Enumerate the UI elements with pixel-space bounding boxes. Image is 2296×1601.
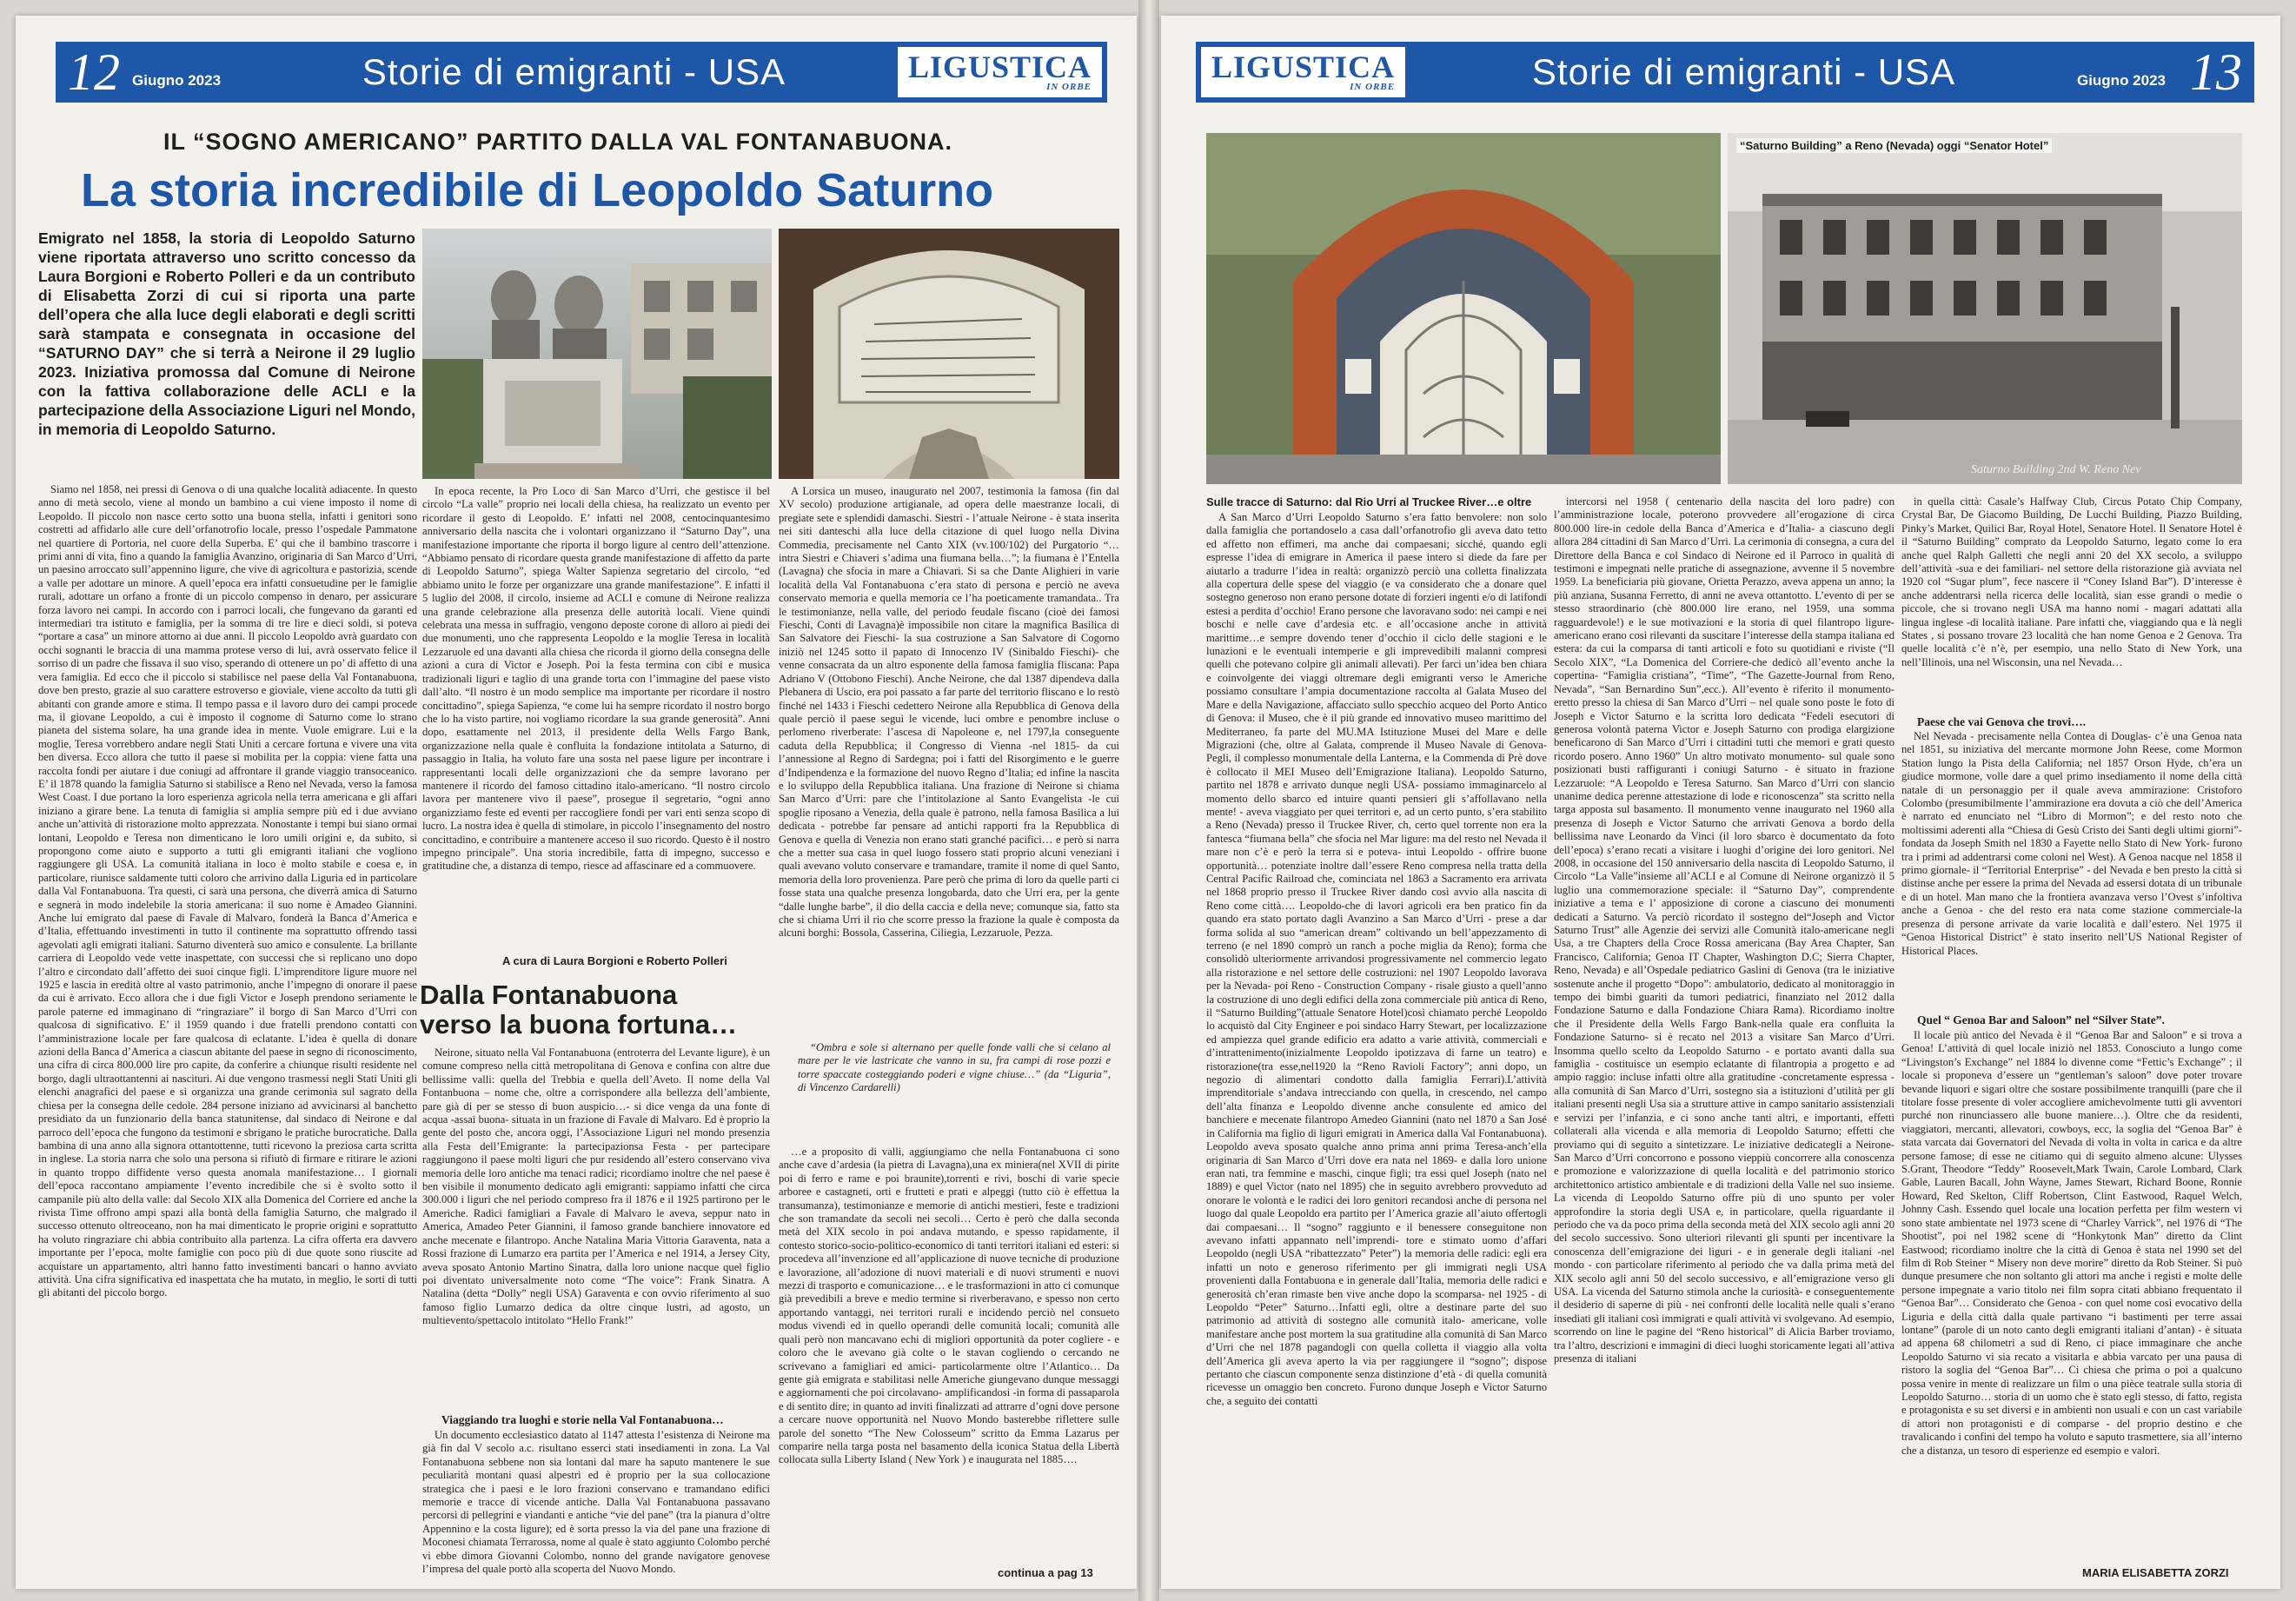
right-col-3	[1901, 495, 2242, 713]
right-col-3-text: in quella città: Casale’s Halfway Club, Circus Potato Chip Company, Crystal Bar, De Giacomo Building, De Lucchi Building, Piazzo Building, Pinky’s Market, Quilici Bar, Royal Hotel, Senatore Hotel. Il Senatore Hotel è il “Saturno Building” comprato da Leopoldo Saturno, legato come lo era anche quel Ralph Galletti che negli anni 20 del XX secolo, a sviluppo dell’attività -sua e dei familiari- nel settore della ristorazione già avviata nel 1920 col “Sugar plum”, fece nascere il “Coney Island Bar”). D’interesse è anche addentrarsi nella ricerca delle località, sian esse grandi o medie o piccole, che si trovano negli USA ma hanno nomi - magari adattati alla lingua inglese -di località italiane. Pare infatti che, viaggiando qua e là negli States , si possano trovare 23 località che han nome Genoa e 2 Genova. Tra quelle località c’è n’è, per esempio, una nello Stato di New York, una nell’Illinois, una nel Wisconsin, una nel Nevada…	[1901, 495, 2242, 668]
church-monument-image	[1206, 133, 1721, 484]
genoa-subheading: Paese che vai Genova che trovi….	[1917, 715, 2086, 728]
saturno-building-photo	[1728, 133, 2242, 484]
photo-caption: Sulle tracce di Saturno: dal Rio Urri al Truckee River…e oltre	[1206, 495, 1532, 508]
busts-monument-image	[422, 229, 772, 479]
church-monument-photo	[1206, 133, 1721, 484]
gens-ligustica-logo-right	[1201, 47, 1405, 97]
left-col-2-text: In epoca recente, la Pro Loco di San Marco d’Urri, che gestisce il bel circolo “La valle” proprio nei locali della chiesa, ha realizzato un evento per ricordare il gesto di Leopoldo. E’ infatti nel 2008, centocinquantesimo anniversario della nascita che i volontari organizzano il “Saturno Day”, una manifestazione importante che riporta il borgo ligure al centro dell’attenzione. “Abbiamo pensato di ricordare questa grande manifestazione di affetto da parte di Leopoldo Saturno”, spiega Walter Sapienza segretario del circolo, “ed abbiamo unito le forze per organizzare una grande manifestazione”. E infatti il 5 luglio del 2008, il circolo, insieme ad ACLI e comune di Neirone realizza una grande celebrazione alla presenza delle autorità locali. Viene quindi celebrata una messa in suffragio, vengono deposte corone di alloro ai piedi dei due monumenti, uno che rappresenta Leopoldo e la moglie Teresa in località Lezzaruole ed una davanti alla chiesa che ricorda il giorno della consegna delle azioni a cura di Victor e Joseph. Poi la festa termina con cibi e musica tradizionali liguri e taglio di una grande torta con l’immagine del paese visto dall’alto. “Il nostro è un modo semplice ma importante per ricordare il nostro concittadino”, spiega Sapienza, “e come lui ha sempre ricordato il nostro borgo che lo ha visto partire, noi vogliamo ricordare la sua grande generosità”. Anni dopo, esattamente nel 2013, il presidente della Wells Fargo Bank, organizzazione nella quale è confluita la fondazione intitolata a Saturno, di passaggio in Italia, ha voluto fare una sosta nel paese ligure per incontrare i rappresentanti locali delle organizzazioni che da sempre lavorano per mantenere il ricordo del famoso cittadino italo-americano. “Il nostro circolo lavora per mantenere vivo il paese”, prosegue il segretario, “ogni anno organizziamo feste ed eventi per raccogliere fondi per vari enti senza scopo di lucro. La nostra idea è quella di stimolare, in piccolo l’insegnamento del nostro concittadino, e contribuire a mantenere acceso il suo ricordo. Questo è il nostro impegno principale”. Una storia incredibile, fatta di impegno, successo e gratitudine che, a distanza di tempo, riesce ad affascinare ed a commuovere.	[422, 485, 770, 873]
poem-text: “Ombra e sole si alternano per quelle fonde valli che si celano al mare per le vie lastricate che vanno in su, fra campi di rose pozzi e torre spaccate costeggiando poderi e vigne chiuse…” (da “Liguria”, di Vincenzo Cardarelli)	[798, 1041, 1111, 1094]
page-number-right: 13	[2190, 43, 2242, 101]
section-title: Storie di emigranti - USA	[362, 51, 786, 92]
left-page	[16, 16, 1137, 1589]
left-header-banner	[56, 42, 1107, 103]
page-number: 12	[68, 43, 120, 101]
gens-ligustica-logo	[898, 47, 1102, 97]
saturno-building-image	[1728, 133, 2242, 484]
left-col-2b	[422, 1046, 770, 1410]
left-col-3b-text: …e a proposito di valli, aggiungiamo che nella Fontanabuona ci sono anche cave d’ardesia (la pietra di Lavagna),una ex miniera(nel XVII di pirite poi di ferro e rame e poi braunite),torrenti e rivi, boschi di varie specie arboree e castagneti, orti e frutteti e prati e alpeggi (tutto ciò è effettua la transumanza), testimonianze e memorie di antichi mestieri, feste e tradizioni che son tramandate da secoli nei secoli… Certo è però che dalla seconda metà del XIX secolo in poi andava mutando, e spesso rapidamente, il contesto storico-socio-politico-economico di tanti territori italiani ed esteri: si procedeva all’invenzione ed all’applicazione di nuove tecniche di produzione e lavorazione, all’adozione di nuovi materiali e di nuovi strumenti e nuovi mezzi di trasporto e comunicazione… e le trasformazioni in atto ci comunque già prevedibili a breve e medio termine si riverberavano, e spesso non certo apportando vantaggi, nei territori rurali e incidendo perciò nel consueto modus vivendi ed in quello operandi delle comunità locali; comunità alle quali però non mancavano echi di migliori opportunità da poter cogliere - e coloro che le avevano già colte o le stavan cogliendo o cercando ne scrivevano a famigliari ed amici- particolarmente oltre l’Atlantico… Da gente già emigrata e stabilitasi nelle Americhe giungevano dunque messaggi e aggiornamenti che poi circolavano- amplificandosi -in forma di passaparola e di sentito dire; in quanto ad inviti finalizzati ad attrarre d’ogni dove persone a cercare nuove opportunità nel Nuovo Mondo basterebbe riflettere sulle parole del sonetto “The New Colosseum” scritto da Emma Lazarus per comparire nella targa posta nel basamento della iconica Statua della Libertà collocata sulla Liberty Island ( New York ) e inaugurata nel 1885….	[779, 1146, 1119, 1466]
issue-date-right: Giugno 2023	[2076, 72, 2166, 89]
right-col-3c	[1901, 1029, 2242, 1561]
section-subheading: Dalla Fontanabuona verso la buona fortuna…	[420, 980, 738, 1040]
article-headline: La storia incredibile di Leopoldo Saturno	[81, 164, 994, 216]
photo-label: “Saturno Building” a Reno (Nevada) oggi “Senator Hotel”	[1736, 138, 2052, 153]
right-col-2-text: intercorsi nel 1958 ( centenario della nascita del loro padre) con l’amministrazione locale, poterono provvedere all’erogazione di circa 800.000 lire-in cedole della Banca d’America e d’Italia- a ciascuno degli allora 284 cittadini di San Marco d’Urri. La cerimonia di consegna, a cura del Direttore della Banca e col Sindaco di Neirone ed il Parroco in qualità di testimoni e impegnati nelle pratiche di assegnazione, avvenne il 5 novembre 1959. La beneficiaria più giovane, Orietta Perazzo, aveva appena un anno; la più anziana, Susanna Ferretto, di anni ne aveva ottantotto. L’evento di per se stesso straordinario (chè 800.000 lire erano, nel 1959, una somma ragguardevole!) e le sue motivazioni e la storia di quel filantropo ligure-americano erano così rilevanti da suscitare l’interesse della stampa italiana ed estera: da cui la comparsa di tanti articoli e foto su quotidiani e riviste (“Il Secolo XIX”, “La Domenica del Corriere-che dedicò all’evento anche la copertina- “Famiglia cristiana”, “Time”, “The Gazette-Journal from Reno, Nevada”, “San Bernardino Sun”,ecc.). All’evento è riferito il monumento- eretto presso la chiesa di San Marco d’Urri – nel quale sono poste le foto di Joseph e Victor Saturno e la scritta loro dedicata “Fedeli esecutori di generosa volontà paterna Victor e Joseph Saturno con prodiga elargizione beneficarono di San Marco d’Urri i cittadini tutti che memori e grati questo ricordo posero. Anno 1960” Un altro motivato monumento- sul quale sono posizionati busti raffiguranti i coniugi Saturno - è situato in frazione Lezzaruole: “A Leopoldo e Teresa Saturno. San Marco d’Urri con slancio unanime dedica perenne attestazione di lode e riconoscenza” sta scritto nella targa apposta sul basamento. Il monumento venne inaugurato nel 1960 alla presenza di Joseph e Victor Saturno che arrivati Genova a bordo della bellissima nave Leonardo da Vinci (il loro sbarco è documentato da foto dell’epoca) s’erano recati a visitare i luoghi d’origine dei loro genitori. Nel 2008, in occasione del 150 anniversario della nascita di Leopoldo Saturno, il Circolo “La Valle”insieme all’ACLI e al Comune di Neirone organizzò il 5 luglio una commemorazione speciale: il “Saturno Day”, comprendente iniziative a tema e l’ apposizione di corone a ciascuno dei monumenti dedicati a Saturno. Va perciò ricordato il sostegno del“Joseph and Victor Saturno Trust” alle Agenzie dei servizi alle Comunità italo-americane negli Usa, a tre Chapters della Croce Rossa americana (Bay Area Chapter, San Francisco, California; Genoa IT Chapter, Washington D.C; Sierra Chapter, Reno, Nevada) e all’Ospedale pediatrico Gaslini di Genova (tra le iniziative sostenute anche il progetto “Dopo”: ambulatorio, dedicato al monitoraggio in tempo dei bimbi guariti da tumori pediatrici, finanziato nel 2012 dalla Fondazione Saturno e dalla Fondazione Chiara Rama). Ricordiamo inoltre che il Presidente della Wells Fargo Bank-nella quale era confluita la Fondazione Saturno- si è recato nel 2013 a visitare San Marco d’Urri. Insomma quello scelto da Leopoldo Saturno - e portato avanti dalla sua famiglia - costituisce un esempio eclatante di filantropia a progetto e ad ampio raggio: incluse infatti oltre alla gratitudine -concretamente espressa -alla comunità di San Marco d’Urri, sostegno sia a istituzioni d’utilità per gli italiani presenti negli Usa sia a strutture attive in campo sanitario assistenziali e servizi per l’infanzia, e ci sono anche tanti altri, e importanti, effetti collaterali alla vicenda e alla memoria di Leopoldo Saturno; effetti che proviamo qui di seguito a sintetizzare. Le iniziative dedicategli a Neirone-San Marco d’Urri concorrono e possono vieppiù concorrere alla conoscenza e promozione e valorizzazione di quella località e del patrimonio storico architettonico artistico ambientale e di tradizioni della Valle nel suo insieme. La vicenda di Leopoldo Saturno offre più di uno spunto per voler approfondire la storia degli USA e, in particolare, quella riguardante il periodo che va da poco prima della seconda metà del XIX secolo agli anni 20 del secolo successivo. Sono ulteriori rilevanti gli spunti per incentivare la conoscenza dell’emigrazione dei liguri - e in generale degli italiani -nel mondo - con particolare riferimento al periodo che va dalla prima metà del XIX secolo agli anni 50 del secolo successivo, e all’emigrazione verso gli USA. La vicenda del Saturno stimola anche la curiosità- e conseguentemente il desiderio di saperne di più - nei confronti delle località nelle quali s’erano insediati gli italiani così immigrati e quali attività vi svolgevano. Ad esempio, scorrendo on line le pagine del “Reno historical” di Alicia Barber troviamo, tra l’altro, descrizioni e immagini di dieci luoghi storicamente legati all’attiva presenza di italiani	[1554, 495, 1895, 1365]
article-byline: A cura di Laura Borgioni e Roberto Polleri	[502, 954, 727, 967]
right-col-1-text: A San Marco d’Urri Leopoldo Saturno s’era fatto benvolere: non solo dalla famiglia che portandoselo a casa dall’orfanotrofio gli aveva dato tetto ed affetto non effimeri, ma anche dai compaesani; sicché, quando egli espresse l’idea di emigrare in America il paese intero si diede da fare per aiutarlo a tradurre l’idea in realtà: organizzò perciò una colletta finalizzata alla copertura delle spese del viaggio (e va considerato che a donare quel sostegno generoso non erano persone dotate di forzieri ingenti e/o di latifondi estesi a perdita d’occhio! Erano persone che lavoravano sodo: nei campi e nei boschi e nelle cave d’ardesia etc. e all’occasione anche in attività marittime…e sempre dovendo tener d’occhio il ciclo delle stagioni e le lunazioni e le eventuali intemperie e gli imprevedibili malanni compresi quelli che potevano colpire gli animali allevati). Per farci un’idea ben chiara e coinvolgente dei viaggi oltremare degli emigranti verso le Americhe possiamo consultare l’ampia documentazione raccolta al Galata Museo del Mare e della Navigazione, affacciato sullo specchio acqueo del Porto Antico di Genova: il Museo, che è il più grande ed innovativo museo marittimo del Mediterraneo, fa parte del MU.MA Istituzione Musei del Mare e delle Migrazioni (che, oltre al Galata, comprende il Museo Navale di Genova-Pegli, il complesso monumentale della Lanterna, e la Commenda di Prè dove è collocato il MEI Museo dell’Emigrazione Italiana). Leopoldo Saturno, partito nel 1878 e arrivato dunque negli USA- possiamo immaginarcelo al momento dello sbarco ed intuire quanti pensieri gli s’affollavano nella mente! - aveva viaggiato per quei territori e, ad un certo punto, s’era stabilito a Reno (Nevada) presso il Truckee River, ch, certo quel torrente non era la fantesca “fiumana bella” che sfocia nel Mar ligure: ma del resto nel Nevada il mare non c’è e però la terra si e poteva- intuì Leopoldo - offrire buone opportunità… potenziate inoltre dall’essere Reno compresa nella tratta della Central Pacific Railroad che, cominciata nel 1863 a Sacramento era arrivata nel 1868 proprio presso il Truckee River dando così avvio alla nascita di Reno come città…. Leopoldo-che di lavori agricoli era ben pratico fin da quando era stato portato dagli Avanzino a San Marco d’Urri - prese a dar forma solida al suo “american dream” coltivando un bell’appezzamento di terreno (e nel 1890 comprò un ranch a poche miglia da Reno); forma che consolidò ulteriormente arrivandosi progressivamente nel commercio legato alla ristorazione e nel settore delle costruzioni: nel 1907 Leopoldo lavorava per la Nevada- poi Reno - Construction Company - risale giusto a quell’anno la costruzione di uno degli edifici della zona commerciale più antica di Reno, il “Saturno Building”(attuale Senatore Hotel)così chiamato perché Leopoldo lo acquistò dal City Engineer e poi sindaco Harry Stewart, per localizzazione ed ampiezza quel grande edificio era adatto a varie attività, commerciali e d’intrattenimento(inizialmente Leopoldo ipotizzava di farne un teatro) e ristorazione(tra esse,nel1920 la “Reno Ravioli Factory”; anni dopo, un negozio di alimentari condotto dalla famiglia Ferrari).L’attività imprenditoriale s’andava intrecciando con quella, in crescendo, nel campo dell’alta finanza e Leopoldo divenne anche consulente ed amico del banchiere e mecenate filantropo Amedeo Giannini (nato nel 1870 a San José in California ma figlio di liguri emigrati in America dalla Val Fontanabuona). Leopoldo aveva sposato qualche anno prima anni prima Teresa-anch’ella originaria di San Marco d’Urri dove era nata nel 1869- e dalla loro unione eran nati, tra femmine e maschi, cinque figli; tra essi quel Joseph (nato nel 1889) e quel Victor (nato nel 1895) che in seguito avrebbero provveduto ad onorare le volontà e le radici dei loro genitori recandosi anche di persona nel luogo dal quale Leopoldo era partito per l’America grazie all’aiuto offertogli dai compaesani… Il “sogno” raggiunto e il benessere conseguitone non avevano infatti appannato nell’imprendi- tore e stimato uomo d’affari Leopoldo (negli USA “ribattezzato” Peter”) la memoria delle radici: egli era infatti un noto e generoso riferimento per gli immigrati negli USA provenienti dalla Fontabuona e in generale dall’Italia, memoria delle radici e generosità ch’eran rimaste ben vive anche dopo la scomparsa- nel 1925 - di Leopoldo “Peter” Saturno…Infatti egli, oltre a destinare parte del suo patrimonio ad attività di sostegno alle comunità italo- americane, volle manifestare anche post mortem la sua gratitudine alla comunità di San Marco d’Urri che nel 1878 pagandogli con quella colletta il viaggio alla volta dell’America gli aveva aperto la via per raggiungere il “sogno”; dispose pertanto che ciascun componente senza distinzione d’età - di quella comunità ricevesse un omaggio ben concreto. Furono dunque Joseph e Victor Saturno che, a seguito dei contatti	[1206, 511, 1547, 1407]
right-header-banner	[1196, 42, 2254, 103]
genoa-bar-subheading: Quel “ Genoa Bar and Saloon” nel “Silver State”.	[1917, 1013, 2165, 1026]
poem-quote	[798, 1041, 1111, 1144]
left-col-3	[779, 485, 1119, 1038]
left-col-1-text: Siamo nel 1858, nei pressi di Genova o di una qualche località adiacente. In questo anno di metà secolo, viene al mondo un bambino a cui viene imposto il nome di Leopoldo. Il piccolo non nasce certo sotto una buona stella, infatti i genitori sono costretti ad affidarlo alle cure dell’orfanotrofio locale, presso l’ospedale Pammatone nel quartiere di Portoria, nel cuore della Superba. E’ qui che il bambino trascorre i primi anni di vita, fino a quando la famiglia Avanzino, originaria di San Marco d’Urri, un paesino arroccato sull’appennino ligure, che vive di agricoltura e pastorizia, scende a valle per adottare un minore. A quell’epoca era infatti consuetudine per le famiglie rurali, adottare un orfano a fronte di un piccolo compenso in denaro, per assicurare forza lavoro nei campi. In accordo con i parroci locali, che fungevano da garanti ed intermediari tra istituto e famiglia, per la somma di tre lire e dieci soldi, si poteva “portare a casa” un minore attorno ai due anni. Il piccolo Leopoldo avrà guardato con occhi sognanti le braccia di una mamma protese verso di lui, avrà osservato felice il sorriso di un padre che fissava il suo viso, sperando di ottenere un po’ di affetto di una vera famiglia. Ed ecco che il piccolo si stabilisce nel paese della Val Fontanabuona, dove ben presto, grazie al suo carattere estroverso e gioviale, viene accolto da tutti gli abitanti con grande amore e stima. Il tempo passa e il lavoro duro dei campi procede ma, il giovane Leopoldo, a cui è imposto il cognome di Saturno come lo strano pianeta del sistema solare, ha una grande idea in mente. Vuole emigrare. Lui e la moglie, Teresa vorrebbero andare negli Stati Uniti a cercare fortuna e vivere una vita ben diversa. Ecco allora che tutto il paese si mobilita per la coppia: viene fatta una raccolta fondi per aiutare i due coniugi ad affrontare il grande viaggio transoceanico. E’ il 1878 quando la famiglia Saturno si stabilisce a Reno nel Nevada, verso la famosa West Coast. I due portano la loro esperienza agricola nella terra americana e gli affari iniziano a girare bene. La tenuta di famiglia si amplia sempre più ed i due avviano anche un’attività di ristorazione molto apprezzata. Nonostante i tempi bui siano ormai lontani, Leopoldo e Teresa non dimenticano le loro umili origini e, da subito, si propongono come aiuto e supporto a tutti gli emigranti italiani che vogliono raggiungere gli USA. La comunità italiana in loco è molto stabile e coesa e, in particolare, riunisce saldamente tutti coloro che arrivino dalla Liguria ed in particolare dalla Val Fontanabuona. Tra questi, ci sarà una persona, che diverrà amica di Saturno e segnerà in modo indelebile la storia americana: il suo nome è Amadeo Giannini. Anche lui emigrato dal paese di Favale di Malvaro, fonderà la Banca d’America e d’Italia, effettuando investimenti in tutto il continente ma soprattutto offrendo tassi agevolati agli emigrati italiani. Saturno diventerà suo amico e consulente. La brillante carriera di Leopoldo vede vette inaspettate, con successi che si replicano uno dopo l’altro e circondato dall’affetto dei suoi cinque figli. L’imprenditore ligure muore nel 1925 e lascia in eredità oltre al vasto patrimonio, anche l’impegno di onorare il paese da cui è arrivato. Ecco allora che i due figli Victor e Joseph prendono seriamente le parole paterne ed immaginano di “ringraziare” il borgo di San Marco d’Urri con qualcosa di significativo. E’ il 1959 quando i due fratelli prendono contatti con l’amministrazione locale per fare qualcosa di eclatante. L’idea è quella di donare azioni della Banca d’America a ciascun abitante del paese in segno di riconoscimento, una cifra di circa 800.000 lire pro capite, da conferire a chiunque risulti residente nel borgo, dagli ultraottantenni ai nascituri. Ai due vengono trasmessi negli Stati Uniti gli elenchi anagrafici del paese e si organizza una grande cerimonia sul sagrato della chiesa per la consegna delle cedole. 284 persone iniziano ad avvicinarsi al banchetto presidiato da un funzionario della banca statunitense, dal sindaco di Neirone e dal parroco dell’epoca che fungono da testimoni e sbrigano le pratiche burocratiche. Dalla bambina di una anno alla signora ottantottenne, tutti ricevono la preziosa carta scritta in inglese. La storia narra che solo una persona si rifiutò di firmare e ritirare le azioni in quanto troppo diffidente verso questa anomala manifestazione… I giornali dell’epoca raccontano ampiamente l’evento incredibile che si è svolto sotto il campanile più alto della valle: dal Secolo XIX alla Domenica del Corriere ed anche la rivista Time offrono ampi spazi alla bontà della famiglia Saturno, che malgrado il successo ottenuto oltreoceano, non ha mai dimenticato le proprie origini e soprattutto ha voluto ringraziare chi abbia contribuito alla partenza. La cifra offerta era davvero importante per l’epoca, molte famiglie con poco più di due quote sono riuscite ad acquistare un appartamento, altri hanno fatto investimenti bancari o hanno avviato attività. Una cifra significativa ed inaspettata che ha mutato, in meglio, le sorti di tutti gli abitanti del piccolo borgo.	[38, 483, 417, 1299]
right-page	[1161, 16, 2280, 1589]
article-kicker: IL “SOGNO AMERICANO” PARTITO DALLA VAL FONTANABUONA.	[163, 129, 952, 155]
logo-sub: IN ORBE	[1046, 82, 1092, 92]
author-signature: MARIA ELISABETTA ZORZI	[2082, 1566, 2229, 1579]
left-col-2c-text: Un documento ecclesiastico datato al 1147 attesta l’esistenza di Neirone ma già fin dal V secolo a.c. risultano esserci stati insediamenti in zona. La Val Fontanabuona sebbene non sia lontani dal mare ha saputo mantenere le sue peculiarità montani quasi alpestri ed è proprio per la sua collocazione strategica che i paesi e le loro frazioni conservano e tramandano edifici memorie e tracce di vicende antiche. Dalla Val Fontanabuona passavano percorsi di pellegrini e viandanti e antiche “vie del pane” (tra la pianura d’oltre Appennino e la costa ligure); ed è sorta presso la via del pane una frazione di Moconesi chiamata Terrarossa, nome al quale è stato aggiunto Colombo perché vi ebbe dimora Giovanni Colombo, nonno del grande navigatore genovese l’impresa del quale portò alla scoperta del Nuovo Mondo.	[422, 1429, 770, 1576]
issue-date: Giugno 2023	[132, 72, 222, 89]
article-intro: Emigrato nel 1858, la storia di Leopoldo Saturno viene riportata attraverso uno scritto concesso da Laura Borgioni e Roberto Polleri e da un contributo di Elisabetta Zorzi di cui si riporta una parte dell’opera che alla luce degli elaborati e degli scritti sarà stampata e consegnata in occasione del “SATURNO DAY” che si terrà a Neirone il 29 luglio 2023. Iniziativa promossa dal Comune di Neirone con la fattiva collaborazione delle ACLI e la partecipazione della Associazione Liguri nel Mondo, in memoria di Leopoldo Saturno.	[38, 229, 416, 438]
page-gutter	[1138, 0, 1159, 1601]
left-col-1	[38, 483, 417, 1580]
logo-name-right: LIGUSTICA	[1211, 50, 1396, 84]
left-col-2c	[422, 1429, 770, 1582]
right-col-1	[1206, 511, 1547, 1563]
plaque-photo	[779, 229, 1119, 479]
plaque-image	[779, 229, 1119, 479]
logo-sub-right: IN ORBE	[1350, 82, 1396, 92]
right-col-3b-text: Nel Nevada - precisamente nella Contea di Douglas- c’è una Genoa nata nel 1851, su iniziativa del mercante mormone John Reese, come Mormon Station lungo la Pista della California; nel 1857 Orson Hyde, ch’era un giudice mormone, volle dare a quel primo insediamento il nome della città natale di un personaggio per il quale aveva ammirazione: Cristoforo Colombo (presumibilmente l’ammirazione era dovuta a ciò che dell’America è narrato ed enunciato nel “Libro di Mormon”; e del resto noto che moltissimi aderenti alla “Chiesa di Gesù Cristo dei Santi degli ultimi giorni”- fondata da Joseph Smith nel 1830 a Fayette nello Stato di New York- furono tra i primi ad addentrarsi come coloni nel West). A Genoa nacque nel 1858 il primo giornale- il “Territorial Enterprise” - del Nevada e ben presto la città si distinse anche per essere la prima del Nevada ad essersi dotata di un tribunale e di un hotel. Man mano che la frontiera avanzava verso l’Ovest s’infoltiva anche a Genoa - che del resto era nata come stazione commerciale-la presenza di persone arrivate da varie località e dall’estero. Nel 1975 il “Genoa Historical District” è stato inserito nell’US National Register of Historical Places.	[1901, 730, 2242, 957]
continued-notice: continua a pag 13	[998, 1566, 1093, 1579]
section-title-right: Storie di emigranti - USA	[1531, 51, 1956, 92]
left-col-2	[422, 485, 770, 946]
right-col-3b	[1901, 730, 2242, 1010]
travel-subheading: Viaggiando tra luoghi e storie nella Val Fontanabuona…	[441, 1413, 724, 1426]
left-col-2b-text: Neirone, situato nella Val Fontanabuona (entroterra del Levante ligure), è un comune compreso nella città metropolitana di Genova e confina con altre due bellissime valli: quella del Trebbia e quella dell’Aveto. Il nome della Val Fontanbuona – nome che, oltre a corrispondere alla bellezza dell’ambiente, pare già di per se stesso di buon auspicio…- si dice venga da una fonte di acqua -assai buona- situata in un frazione di Favale di Malvaro. Ed è proprio la gente del posto che, ancora oggi, l’Associazione Liguri nel mondo presenzia alla Festa dell’Emigrante: la partecipazionsa Festa - per partecipare raggiungono il paese molti liguri che pur residendo all’estero conservano viva memoria delle loro antiche ma tenaci radici; ricordiamo inoltre che nel paese è ben visibile il monumento dedicato agli emigranti: sappiamo infatti che circa 300.000 i liguri che nel periodo compreso fra il 1876 e il 1925 partirono per le Americhe. Radici famigliari a Favale di Malvaro le aveva, seppur nato in America, Amadeo Peter Giannini, il famoso grande banchiere innovatore ed anche mecenate e filantropo. Anche Natalina Maria Vittoria Garaventa, nata a Rossi frazione di Lumarzo era partita per l’America e nel 1914, a Jersey City, aveva sposato Antonio Martino Sinatra, dalla loro unione nacque quel figlio poi diventato universalmente noto come “The voice”: Frank Sinatra. A Natalina (detta “Dolly” negli USA) Garaventa e con ovvio riferimento al suo famoso figlio Lumarzo dedica da oltre cinque lustri, ad agosto, un multievento/spettacolo intitolato “Hello Frank!”	[422, 1046, 770, 1327]
logo-name: LIGUSTICA	[907, 50, 1092, 84]
right-col-3c-text: Il locale più antico del Nevada è il “Genoa Bar and Saloon” e si trova a Genoa! L’attività di quel locale iniziò nel 1853. Conosciuto a lungo come “Livingston’s Exchange” nel 1884 lo divenne come “Fettic’s Exchange” ; il locale si proponeva d’essere un “gentleman’s saloon” dove poter trovare bevande liquori e sigari oltre che sostare possibilmente tranquilli (pare che il titolare fosse presente di voler accogliere amichevolmente tutti gli avventori purché non rinunciassero alle buone maniere…). Oltre che da residenti, viaggiatori, mercanti, allevatori, cowboys, ecc, la soglia del “Genoa Bar” è stata varcata dai Governatori del Nevada di volta in volta in carica e da altre persone famose; di esse ne citiamo qui di seguito almeno alcune: Ulysses S.Grant, Theodore “Teddy” Roosevelt,Mark Twain, Carole Lombard, Clark Gable, Lauren Bacall, John Wayne, James Stewart, Richard Boone, Ronnie Howard, Red Skelton, Cliff Robertson, Clint Eastwood, Raquel Welch, Johnny Cash. Essendo quel locale una location perfetta per film western vi sono state ambientate nel 1973 scene di “Charley Varrick”, nel 1976 di “The Shootist”, poi nel 1982 scene di “Honkytonk Man” diretto da Clint Eastwood; ricordiamo inoltre che la città di Genoa è stata nel 1990 set del film di Rob Steiner “ Misery non deve morire” diretto da Rob Steiner. Si può dunque presumere che non soltanto gli attori ma anche i registi e molte delle persone impegnate a vario titolo nei film sopra citati abbiano frequentato il “Genoa Bar”… Considerato che Genoa - con quel nome così evocativo della Liguria e della città dalla quale partivano “i bastimenti per terre assai lontane” (parole di un noto canto degli emigranti italiani d’antan) - è situata ad appena 68 chilometri a sud di Reno, ci piace immaginare che anche Leopoldo Saturno vi sia recato a visitarla e abbia varcato per una pausa di ristoro la soglia del “Genoa Bar”… Ci chiesa che prima o poi a qualcuno possa venire in mente di realizzare un film o una pièce teatrale sulla storia di Leopoldo Saturno… storia di un uomo che è stato egli stesso, di fatto, regista e protagonista e su set diversi e in ambienti non usuali e con un cast variabile di attori non protagonisti e di comparse - del proprio destino e che travalicando i confini del tempo ha voluto e saputo trasmettere, sia all’interno che a distanza, un tesoro di esperienze ed esempio e valori.	[1901, 1029, 2242, 1457]
busts-monument-photo	[422, 229, 772, 479]
photo-footer: Saturno Building 2nd W. Reno Nev	[1971, 463, 2141, 476]
right-col-2	[1554, 495, 1895, 1563]
left-col-3b	[779, 1146, 1119, 1558]
left-col-3-text: A Lorsica un museo, inaugurato nel 2007, testimonia la famosa (fin dal XV secolo) produzione artigianale, ad opera delle maestranze locali, di pregiate sete e splendidi damaschi. Siestri - l’attuale Neirone - è stata inserita nei siti danteschi alla luce della citazione di quel luogo nella Divina Commedia, precisamente nel Canto XIX (vv.100/102) del Purgatorio “…intra Siestri e Chiaveri s’adima una fiumana bella…”; la fiumana è l’Entella (Lavagna) che sfocia in mare a Chiavari. Si sa che Dante Alighieri in varie località della Val Fontanabuona c’era stato di persona e perciò ne aveva conservato memoria e quella memoria ce l’ha poeticamente tramandata.. Tra le testimonianze, nella valle, del periodo feudale fiscano (cioè dei famosi Fieschi, Conti di Lavagna)è impossibile non citare la magnifica Basilica di San Salvatore dei Fieschi- la sua costruzione a San Salvatore di Cogorno iniziò nel 1245 sotto il papato di Innocenzo IV (Sinibaldo Fieschi)- che venne consacrata da un altro esponente della famosa famiglia fliscana: Papa Adriano V (Ottobono Fieschi). Anche Neirone, che dal 1387 dipendeva dalla Plebanera di Uscio, era poi passato a far parte del territorio fliscano e lo restò finché nel 1433 i Fieschi cedettero Neirone alla Repubblica di Genova della quale perciò il paese seguì le vicende, luci ombre e penombre incluse o perlomeno riverberate: l’ascesa di Napoleone e, nel 1797,la conseguente caduta della Repubblica; il Congresso di Vienna -nel 1815- da cui l’annessione al Regno di Sardegna; poi i fatti del Risorgimento e le guerre d’Indipendenza e la formazione del nuovo Regno d’Italia; ed infine la nascita e lo sviluppo della Repubblica italiana. Una frazione di Neirone si chiama San Marco d’Urri: pare che l’intitolazione al Santo Evangelista -le cui spoglie riposano a Venezia, della quale è patrono, nella famosa Basilica a lui dedicata - potrebbe far pensare ad antichi rapporti fra la Repubblica di Genova e quella di Venezia non erano stati granché pacifici… e però si narra che a metter sua casa in quel luogo fossero stati proprio alcuni veneziani i quali avevano voluto conservare e tramandare, tramite il nome di quel Santo, memoria della loro provenienza. Pare però che prima di loro da quelle parti ci fosse stata una qualche presenza longobarda, dato che Urri era, per la gente “dalle lunghe barbe”, il dio della caccia e della neve; comunque sia, fatto sta che si chiama Urri il rio che scorre presso la frazione la quale è composta da alcuni borghi: Bossola, Casserina, Ciliegia, Lezzaruole, Pezza.	[779, 485, 1119, 940]
